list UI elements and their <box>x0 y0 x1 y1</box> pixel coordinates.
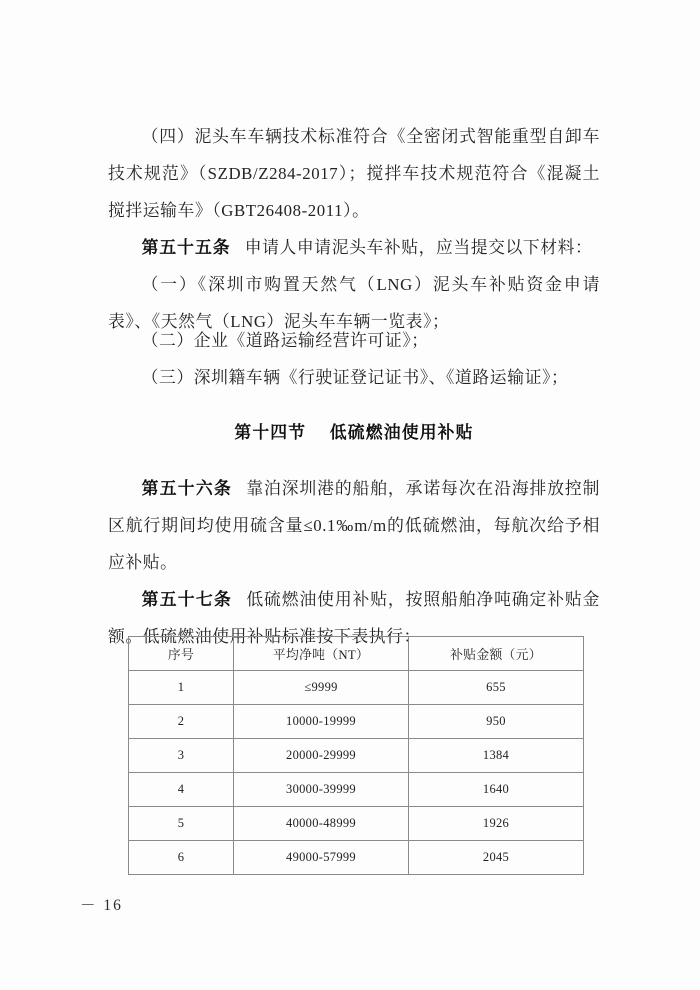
table-cell-index: 2 <box>129 705 234 739</box>
page-number-block <box>80 893 280 915</box>
table-row <box>129 671 584 705</box>
paragraph-item-two: （二）企业《道路运输经营许可证》； <box>141 331 429 350</box>
article-number-55: 第五十五条 <box>141 238 231 257</box>
table-cell-index: 6 <box>129 841 234 875</box>
table-cell-index: 4 <box>129 773 234 807</box>
table-cell-index: 1 <box>129 671 234 705</box>
table-cell-amount: 1384 <box>409 739 584 773</box>
subsidy-table <box>128 636 584 875</box>
paragraph-block-item-three <box>108 359 600 396</box>
article-55-body: 申请人申请泥头车补贴，应当提交以下材料： <box>244 238 593 257</box>
paragraph-article-55 <box>108 229 600 266</box>
table-cell-tonnage: 10000-19999 <box>234 705 409 739</box>
paragraph-block-item-two <box>108 322 600 359</box>
table-row <box>129 739 584 773</box>
paragraph-article-56 <box>108 470 600 581</box>
page-content <box>80 0 600 990</box>
article-number-56: 第五十六条 <box>141 479 233 498</box>
table-cell-tonnage: ≤9999 <box>234 671 409 705</box>
table-cell-index: 5 <box>129 807 234 841</box>
table-cell-tonnage: 20000-29999 <box>234 739 409 773</box>
table-header-cell: 平均净吨（NT） <box>234 637 409 671</box>
table-cell-index: 3 <box>129 739 234 773</box>
section-number: 第十四节 <box>234 423 307 442</box>
article-57-body: 低硫燃油使用补贴，按照船舶净吨确定补贴金额。低硫燃油使用补贴标准按下表执行： <box>108 590 600 646</box>
table-cell-amount: 2045 <box>409 841 584 875</box>
table-row <box>129 841 584 875</box>
paragraph-block-item-four <box>108 118 600 229</box>
section-heading <box>108 414 600 451</box>
table-row <box>129 807 584 841</box>
table-row <box>129 705 584 739</box>
article-number-57: 第五十七条 <box>141 590 233 609</box>
table-cell-tonnage: 30000-39999 <box>234 773 409 807</box>
section-heading-block <box>108 414 600 451</box>
paragraph-item-four: （四）泥头车车辆技术标准符合《全密闭式智能重型自卸车技术规范》（SZDB/Z284-2017）；搅拌车技术规范符合《混凝土搅拌运输车》（GBT26408-2011）。 <box>108 127 600 220</box>
table-cell-amount: 655 <box>409 671 584 705</box>
subsidy-table-block <box>128 636 583 875</box>
table-cell-tonnage: 40000-48999 <box>234 807 409 841</box>
table-header-row <box>129 637 584 671</box>
page-number: － 16 <box>80 897 123 914</box>
section-title: 低硫燃油使用补贴 <box>329 423 474 442</box>
paragraph-block-article-56 <box>108 470 600 581</box>
article-56-body: 靠泊深圳港的船舶，承诺每次在沿海排放控制区航行期间均使用硫含量≤0.1‰m/m的低硫燃油，每航次给予相应补贴。 <box>108 479 600 572</box>
table-cell-amount: 950 <box>409 705 584 739</box>
table-cell-tonnage: 49000-57999 <box>234 841 409 875</box>
table-header-cell: 序号 <box>129 637 234 671</box>
paragraph-item-one: （一）《深圳市购置天然气（LNG）泥头车补贴资金申请表》、《天然气（LNG）泥头车车辆一览表》； <box>108 275 600 331</box>
paragraph-block-article-55 <box>108 229 600 266</box>
table-header-cell: 补贴金额（元） <box>409 637 584 671</box>
table-row <box>129 773 584 807</box>
table-cell-amount: 1640 <box>409 773 584 807</box>
table-cell-amount: 1926 <box>409 807 584 841</box>
paragraph-item-three: （三）深圳籍车辆《行驶证登记证书》、《道路运输证》； <box>141 368 569 387</box>
